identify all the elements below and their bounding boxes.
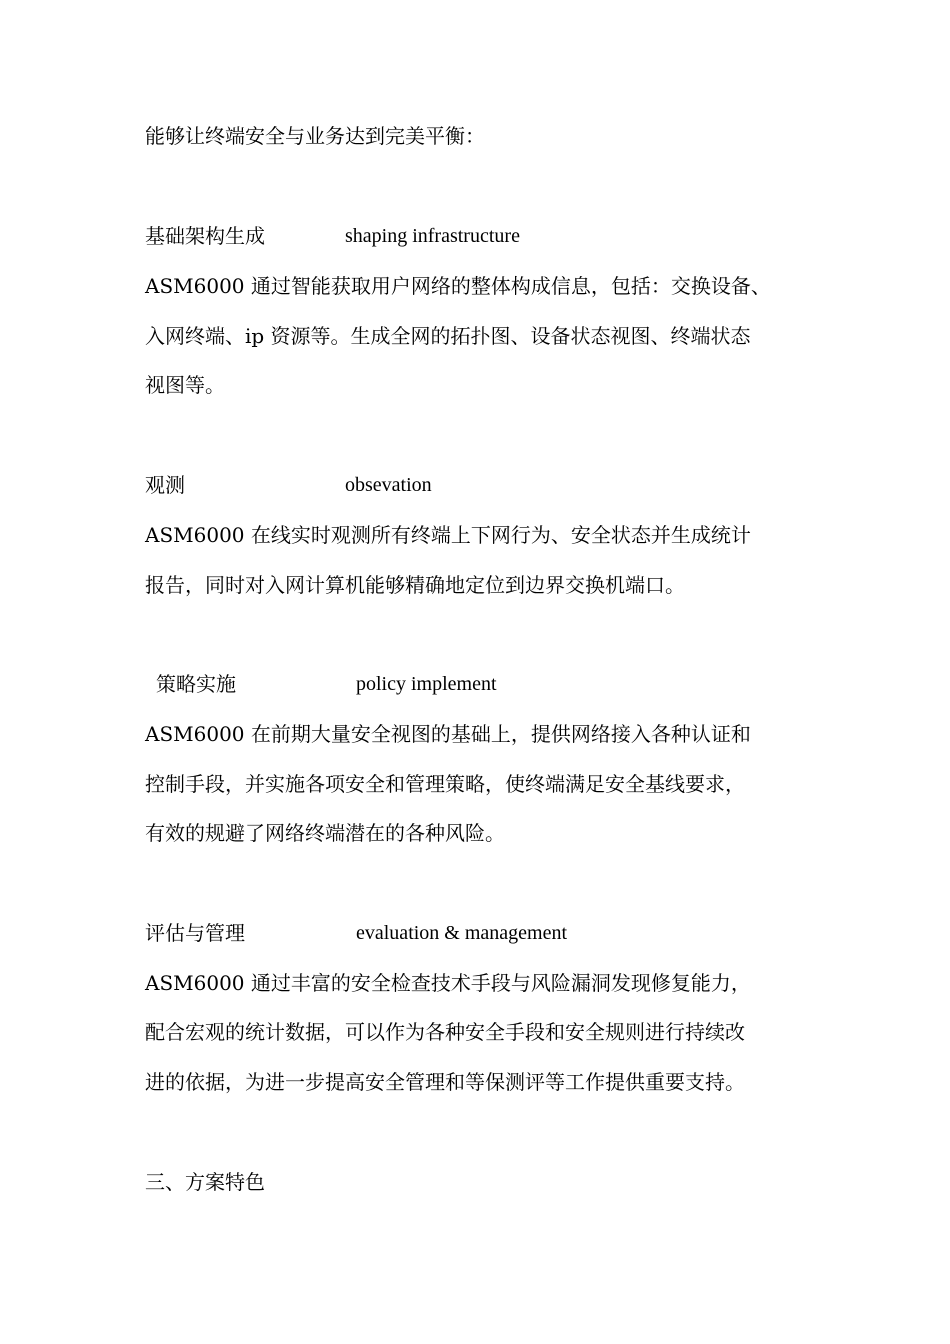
paragraph-line: 配合宏观的统计数据，可以作为各种安全手段和安全规则进行持续改 — [145, 1020, 745, 1044]
paragraph-line: 进的依据，为进一步提高安全管理和等保测评等工作提供重要支持。 — [145, 1070, 745, 1094]
section-title-en: evaluation & management — [356, 922, 568, 944]
paragraph-line: 控制手段，并实施各项安全和管理策略，使终端满足安全基线要求， — [145, 772, 745, 796]
section-title-cn: 基础架构生成 — [145, 224, 265, 248]
paragraph-line: ASM6000 通过智能获取用户网络的整体构成信息，包括：交换设备、 — [145, 274, 771, 298]
paragraph-line: ASM6000 在线实时观测所有终端上下网行为、安全状态并生成统计 — [145, 523, 751, 547]
paragraph-line: 入网终端、ip 资源等。生成全网的拓扑图、设备状态视图、终端状态 — [145, 324, 751, 348]
section-title-cn: 策略实施 — [156, 672, 236, 696]
section-title-en: obsevation — [345, 474, 432, 496]
section-title-en: shaping infrastructure — [345, 225, 520, 247]
paragraph-line: 视图等。 — [145, 373, 225, 397]
section-title-cn: 评估与管理 — [145, 921, 245, 945]
paragraph-line: 报告，同时对入网计算机能够精确地定位到边界交换机端口。 — [145, 573, 685, 597]
paragraph-line: ASM6000 通过丰富的安全检查技术手段与风险漏洞发现修复能力， — [145, 971, 751, 995]
intro-paragraph: 能够让终端安全与业务达到完美平衡： — [145, 124, 485, 148]
section-title-en: policy implement — [356, 673, 497, 695]
section-heading: 三、方案特色 — [145, 1170, 265, 1194]
paragraph-line: 有效的规避了网络终端潜在的各种风险。 — [145, 821, 505, 845]
section-title-cn: 观测 — [145, 473, 185, 497]
paragraph-line: ASM6000 在前期大量安全视图的基础上，提供网络接入各种认证和 — [145, 722, 751, 746]
